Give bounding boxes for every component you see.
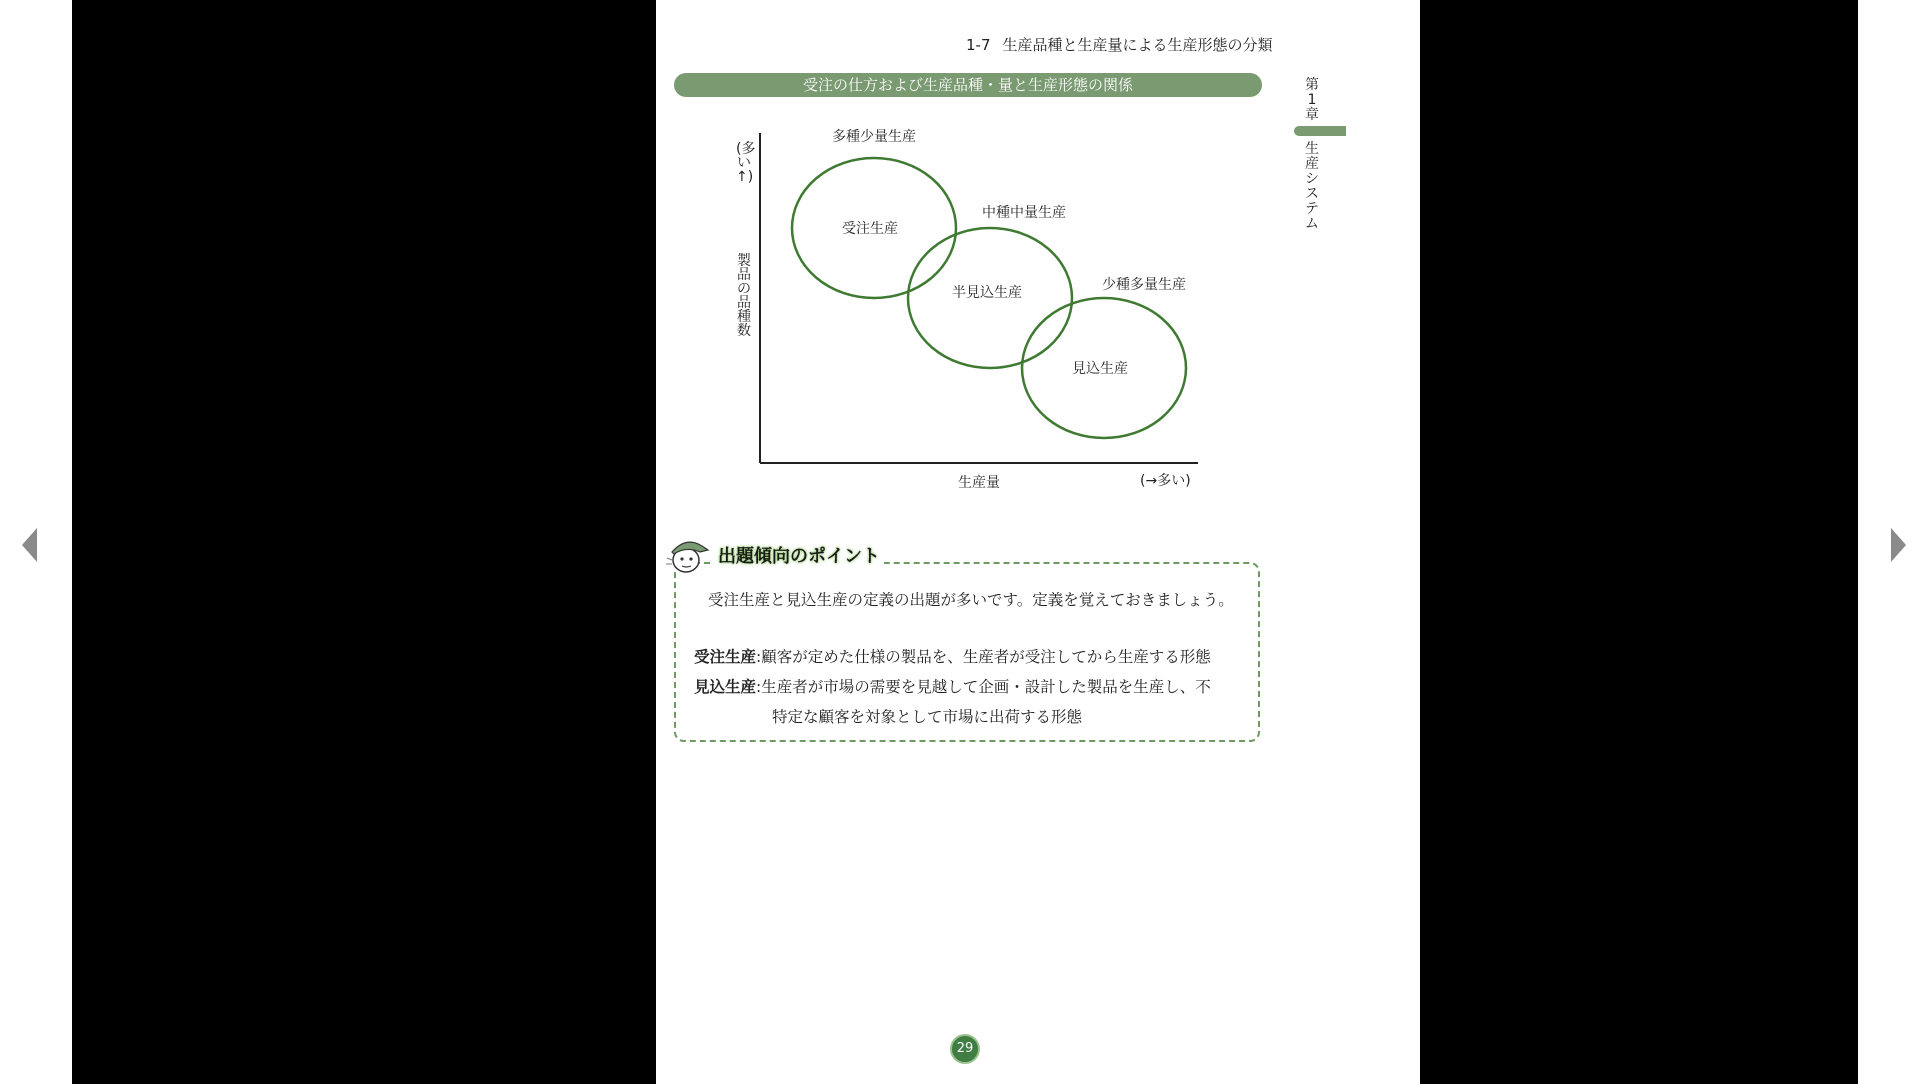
definition-text: 顧客が定めた仕様の製品を、生産者が受注してから生産する形態 [761,648,1211,666]
mascot-icon [664,532,712,578]
y-axis-direction: (多い↑) [736,141,756,185]
definition-item [694,642,1211,672]
triangle-left-icon[interactable] [22,528,37,562]
chapter-name: 生産システム [1305,141,1319,232]
group-outer-label: 少種多量生産 [1102,277,1186,293]
group-inner-label: 受注生産 [842,221,898,237]
chapter-tab-bar [1294,126,1346,136]
chapter-tab [1294,74,1334,254]
figure-title: 受注の仕方および生産品種・量と生産形態の関係 [674,73,1262,97]
running-header [966,34,1273,55]
definition-text: 生産者が市場の需要を見越して企画・設計した製品を生産し、不 [761,678,1211,696]
group-outer-label: 中種中量生産 [982,205,1066,221]
definition-term: 見込生産 [694,678,757,696]
definition-term: 受注生産 [694,648,757,666]
y-axis-label: 製品の品種数 [737,253,751,339]
exam-point-header [662,530,902,578]
definition-separator: : [756,648,762,666]
page-number: 29 [950,1034,980,1064]
group-outer-label: 多種少量生産 [832,129,916,145]
exam-point-title: 出題傾向のポイント [714,542,884,568]
x-axis-label: 生産量 [958,475,1000,491]
group-inner-label: 半見込生産 [952,285,1022,301]
definition-separator: : [756,678,762,696]
definition-item [694,672,1254,732]
production-diagram [720,118,1220,498]
section-number: 1-7 [966,36,991,54]
exam-point-intro: 受注生産と見込生産の定義の出題が多いです。定義を覚えておきましょう。 [708,591,1234,609]
section-title: 生産品種と生産量による生産形態の分類 [1002,36,1273,54]
group-inner-label: 見込生産 [1072,361,1128,377]
definition-continuation: 特定な顧客を対象として市場に出荷する形態 [772,708,1083,726]
x-axis-direction: (→多い) [1140,473,1191,489]
chapter-label: 第1章 [1305,77,1319,123]
diagram-svg [720,118,1220,498]
triangle-right-icon[interactable] [1891,528,1906,562]
